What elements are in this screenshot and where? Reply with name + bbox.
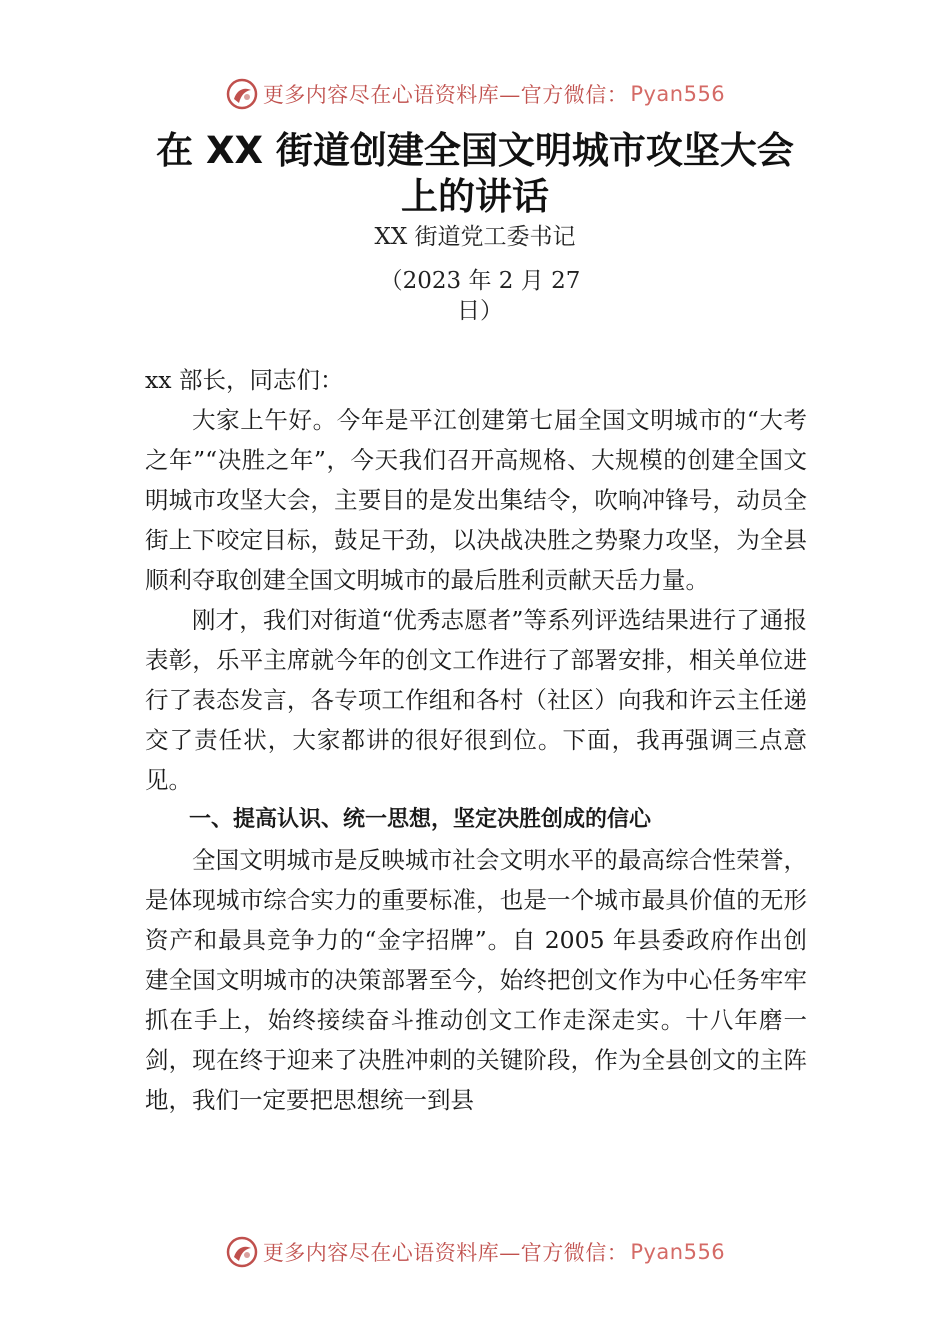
paragraph: 全国文明城市是反映城市社会文明水平的最高综合性荣誉，是体现城市综合实力的重要标准，也是一个城市最具价值的无形资产和最具竞争力的“金字招牌”。自 2005 年县委政府作出创建全国文明城市的决策部署至今，始终把创文作为中心任务牢牢抓在手上，始终接续奋斗推动创文工作走深走实。十八年磨一剑，现在终于迎来了决胜冲刺的关键阶段，作为全县创文的主阵地，我们一定要把思想统一到县 — [145, 846, 807, 1114]
document-body — [145, 360, 807, 1120]
document-date: （2023 年 2 月 27 日） — [379, 268, 581, 324]
watermark-wechat: Pyan556 — [630, 1240, 726, 1264]
paragraph: 大家上午好。今年是平江创建第七届全国文明城市的“大考之年”“决胜之年”，今天我们召开高规格、大规模的创建全国文明城市攻坚大会，主要目的是发出集结令，吹响冲锋号，动员全街上下咬定目标，鼓足干劲，以决战决胜之势聚力攻坚，为全县顺利夺取创建全国文明城市的最后胜利贡献天岳力量。 — [145, 406, 807, 594]
logo-icon — [225, 77, 259, 111]
paragraph: 刚才，我们对街道“优秀志愿者”等系列评选结果进行了通报表彰，乐平主席就今年的创文工作进行了部署安排，相关单位进行了表态发言，各专项工作组和各村（社区）向我和许云主任递交了责任状，大家都讲的很好很到位。下面，我再强调三点意见。 — [145, 606, 807, 794]
document-title: 在 XX 街道创建全国文明城市攻坚大会上的讲话 — [156, 129, 794, 218]
section-heading: 一、提高认识、统一思想，坚定决胜创成的信心 — [189, 807, 652, 832]
footer-watermark — [0, 1232, 950, 1272]
header-watermark — [0, 74, 950, 114]
document-author: XX 街道党工委书记 — [374, 224, 576, 250]
watermark-text: 更多内容尽在心语资料库—官方微信： — [262, 1241, 629, 1265]
watermark-text: 更多内容尽在心语资料库—官方微信： — [262, 83, 629, 107]
watermark-wechat: Pyan556 — [630, 82, 726, 106]
logo-icon — [225, 1235, 259, 1269]
salutation: xx 部长，同志们： — [145, 366, 344, 394]
